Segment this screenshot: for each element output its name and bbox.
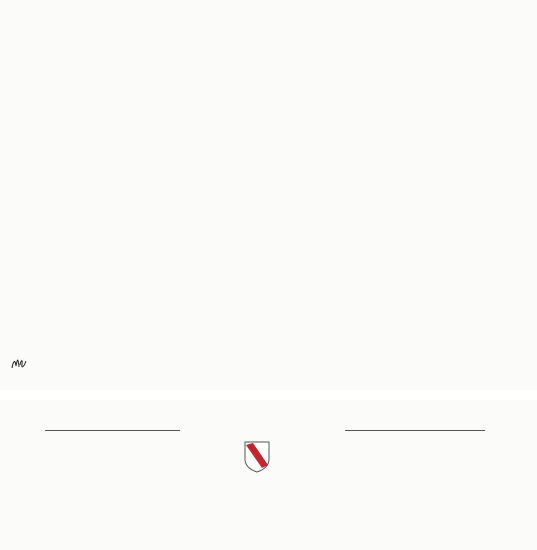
header-rule-left (45, 430, 180, 431)
document-page-2 (0, 400, 537, 550)
handwritten-initials (10, 352, 28, 372)
header-rule-right (345, 430, 485, 431)
campania-coat-of-arms-icon (244, 441, 270, 473)
page-separator (0, 390, 537, 400)
